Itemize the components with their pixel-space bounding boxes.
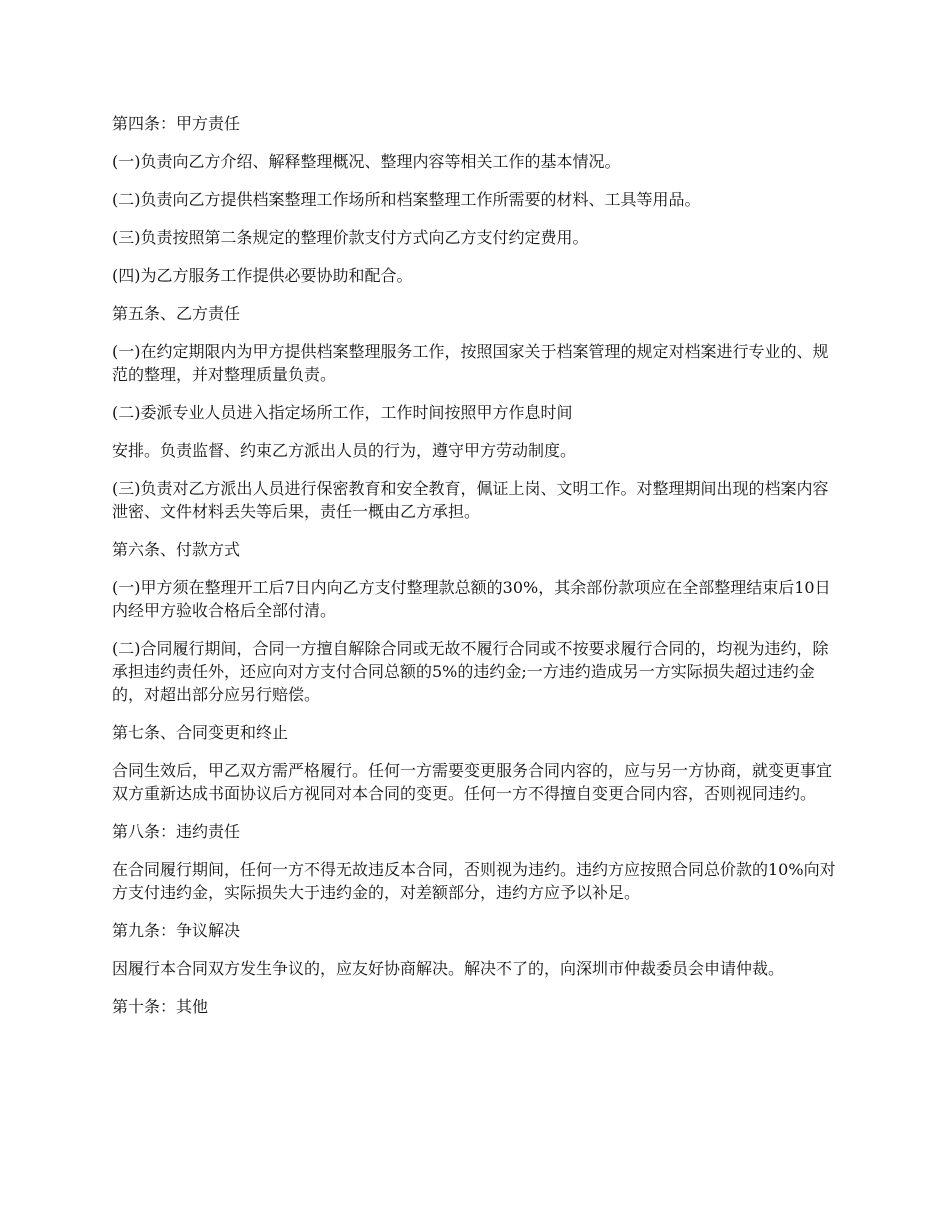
clause-paragraph: (一)在约定期限内为甲方提供档案整理服务工作，按照国家关于档案管理的规定对档案进行专业的、规范的整理，并对整理质量负责。 xyxy=(112,342,829,384)
heading-article-8: 第八条：违约责任 xyxy=(112,822,241,841)
clause-paragraph: 在合同履行期间，任何一方不得无故违反本合同，否则视为违约。违约方应按照合同总价款的10%向对方支付违约金，实际损失大于违约金的，对差额部分，违约方应予以补足。 xyxy=(112,860,836,902)
clause-paragraph: (二)合同履行期间，合同一方擅自解除合同或无故不履行合同或不按要求履行合同的，均视为违约，除承担违约责任外，还应向对方支付合同总额的5%的违约金;一方违约造成另一方实际损失超过违约金的，对超出部分应另行赔偿。 xyxy=(112,639,829,704)
heading-article-6: 第六条、付款方式 xyxy=(112,540,241,559)
heading-article-5: 第五条、乙方责任 xyxy=(112,304,241,323)
clause-paragraph: (一)甲方须在整理开工后7日内向乙方支付整理款总额的30%，其余部份款项应在全部整理结束后10日内经甲方验收合格后全部付清。 xyxy=(112,578,831,620)
heading-article-9: 第九条：争议解决 xyxy=(112,921,241,940)
heading-article-4: 第四条：甲方责任 xyxy=(112,114,241,133)
clause-paragraph: (三)负责按照第二条规定的整理价款支付方式向乙方支付约定费用。 xyxy=(112,228,589,247)
clause-paragraph: (二)委派专业人员进入指定场所工作，工作时间按照甲方作息时间 xyxy=(112,403,573,422)
clause-paragraph: (一)负责向乙方介绍、解释整理概况、整理内容等相关工作的基本情况。 xyxy=(112,152,621,171)
clause-paragraph: (四)为乙方服务工作提供必要协助和配合。 xyxy=(112,266,413,285)
clause-paragraph: 因履行本合同双方发生争议的，应友好协商解决。解决不了的，向深圳市仲裁委员会申请仲裁。 xyxy=(112,959,785,978)
clause-paragraph: (二)负责向乙方提供档案整理工作场所和档案整理工作所需要的材料、工具等用品。 xyxy=(112,190,701,209)
clause-paragraph: (三)负责对乙方派出人员进行保密教育和安全教育，佩证上岗、文明工作。对整理期间出现的档案内容泄密、文件材料丢失等后果，责任一概由乙方承担。 xyxy=(112,479,829,521)
heading-article-10: 第十条：其他 xyxy=(112,997,209,1016)
document-page xyxy=(112,112,836,1033)
clause-paragraph: 安排。负责监督、约束乙方派出人员的行为，遵守甲方劳动制度。 xyxy=(112,441,577,460)
clause-paragraph: 合同生效后，甲乙双方需严格履行。任何一方需要变更服务合同内容的，应与另一方协商，就变更事宜双方重新达成书面协议后方视同对本合同的变更。任何一方不得擅自变更合同内容，否则视同违约。 xyxy=(112,761,833,803)
heading-article-7: 第七条、合同变更和终止 xyxy=(112,723,289,742)
